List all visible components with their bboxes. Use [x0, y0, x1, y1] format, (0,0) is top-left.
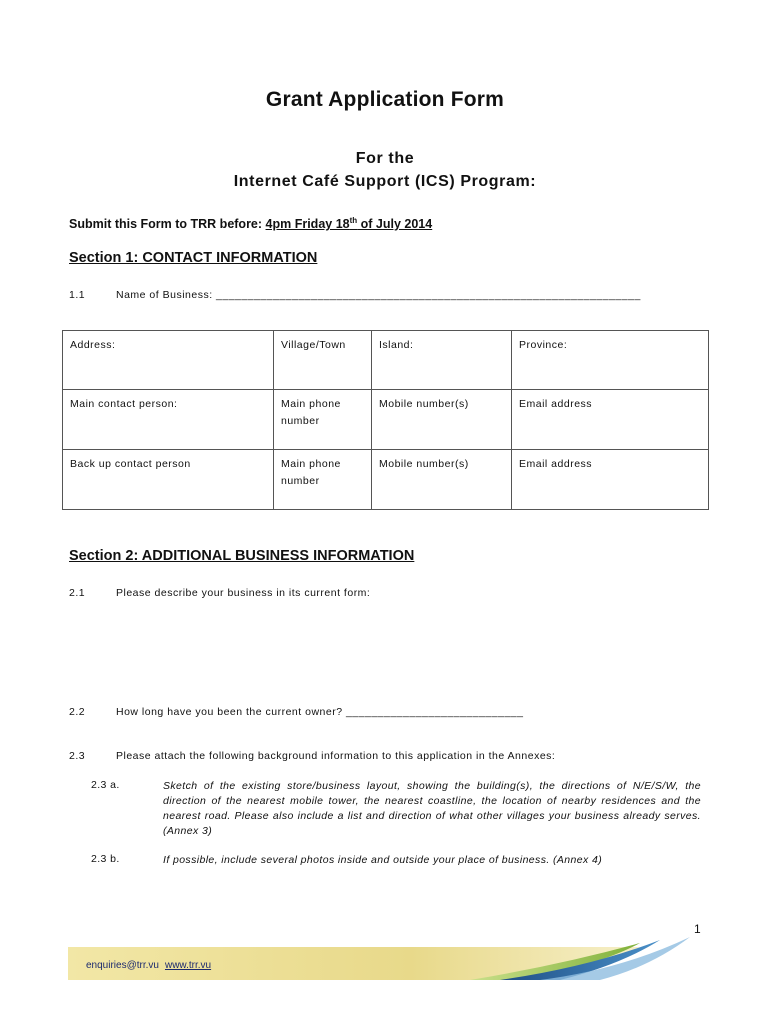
table-cell[interactable]: Village/Town [274, 331, 372, 390]
footer-contact [86, 960, 217, 971]
annex-a-text: Sketch of the existing store/business layout, showing the building(s), the directions of N/E/S/W, the direction of the nearest mobile tower, the nearest coastline, the location of nearby residences and the nearest road. Please also include a list and direction of what other villages your business already serves. (Annex 3) [163, 780, 701, 837]
submit-date-a: 4pm Friday 18 [265, 217, 350, 232]
table-cell[interactable]: Address: [63, 331, 274, 390]
table-row [63, 390, 709, 450]
q2-2-number: 2.2 [69, 706, 86, 718]
annex-b-number: 2.3 b. [91, 853, 120, 865]
submit-prefix: Submit this Form to TRR before: [69, 217, 266, 232]
submit-deadline [69, 216, 432, 231]
table-row [63, 450, 709, 510]
page-number: 1 [694, 922, 701, 936]
annex-a-number: 2.3 a. [91, 779, 120, 791]
q2-1-text: Please describe your business in its current form: [116, 587, 371, 599]
q2-3-number: 2.3 [69, 750, 86, 762]
submit-date [266, 217, 433, 231]
table-cell[interactable]: Main contact person: [63, 390, 274, 450]
table-cell[interactable]: Back up contact person [63, 450, 274, 510]
table-row [63, 331, 709, 390]
footer-website[interactable]: www.trr.vu [164, 960, 212, 971]
table-cell[interactable]: Island: [372, 331, 512, 390]
table-cell[interactable]: Mobile number(s) [372, 450, 512, 510]
section2-heading: Section 2: ADDITIONAL BUSINESS INFORMATION [69, 548, 415, 564]
table-cell[interactable]: Email address [512, 450, 709, 510]
owner-duration-field[interactable]: How long have you been the current owner? ____________________________ [116, 706, 524, 718]
q2-3-text: Please attach the following background information to this application in the Annexes: [116, 750, 556, 762]
footer-email[interactable]: enquiries@trr.vu [86, 960, 159, 971]
table-cell[interactable]: Email address [512, 390, 709, 450]
submit-date-b: of July 2014 [357, 217, 433, 232]
submit-date-sup: th [349, 216, 358, 225]
table-cell[interactable]: Mobile number(s) [372, 390, 512, 450]
table-cell[interactable]: Province: [512, 331, 709, 390]
contact-table [62, 330, 709, 510]
q2-1-number: 2.1 [69, 587, 86, 599]
section1-heading: Section 1: CONTACT INFORMATION [69, 250, 318, 266]
table-cell[interactable]: Main phone number [274, 390, 372, 450]
page-title: Grant Application Form [265, 88, 505, 111]
business-name-field[interactable]: Name of Business: ___________________________________________________________________ [116, 289, 641, 301]
table-cell[interactable]: Main phone number [274, 450, 372, 510]
annex-b-text: If possible, include several photos inside and outside your place of business. (Annex 4) [163, 854, 603, 866]
subtitle-line-1: For the [355, 150, 415, 167]
subtitle-line-2: Internet Café Support (ICS) Program: [233, 173, 537, 190]
q1-1-number: 1.1 [69, 289, 86, 301]
